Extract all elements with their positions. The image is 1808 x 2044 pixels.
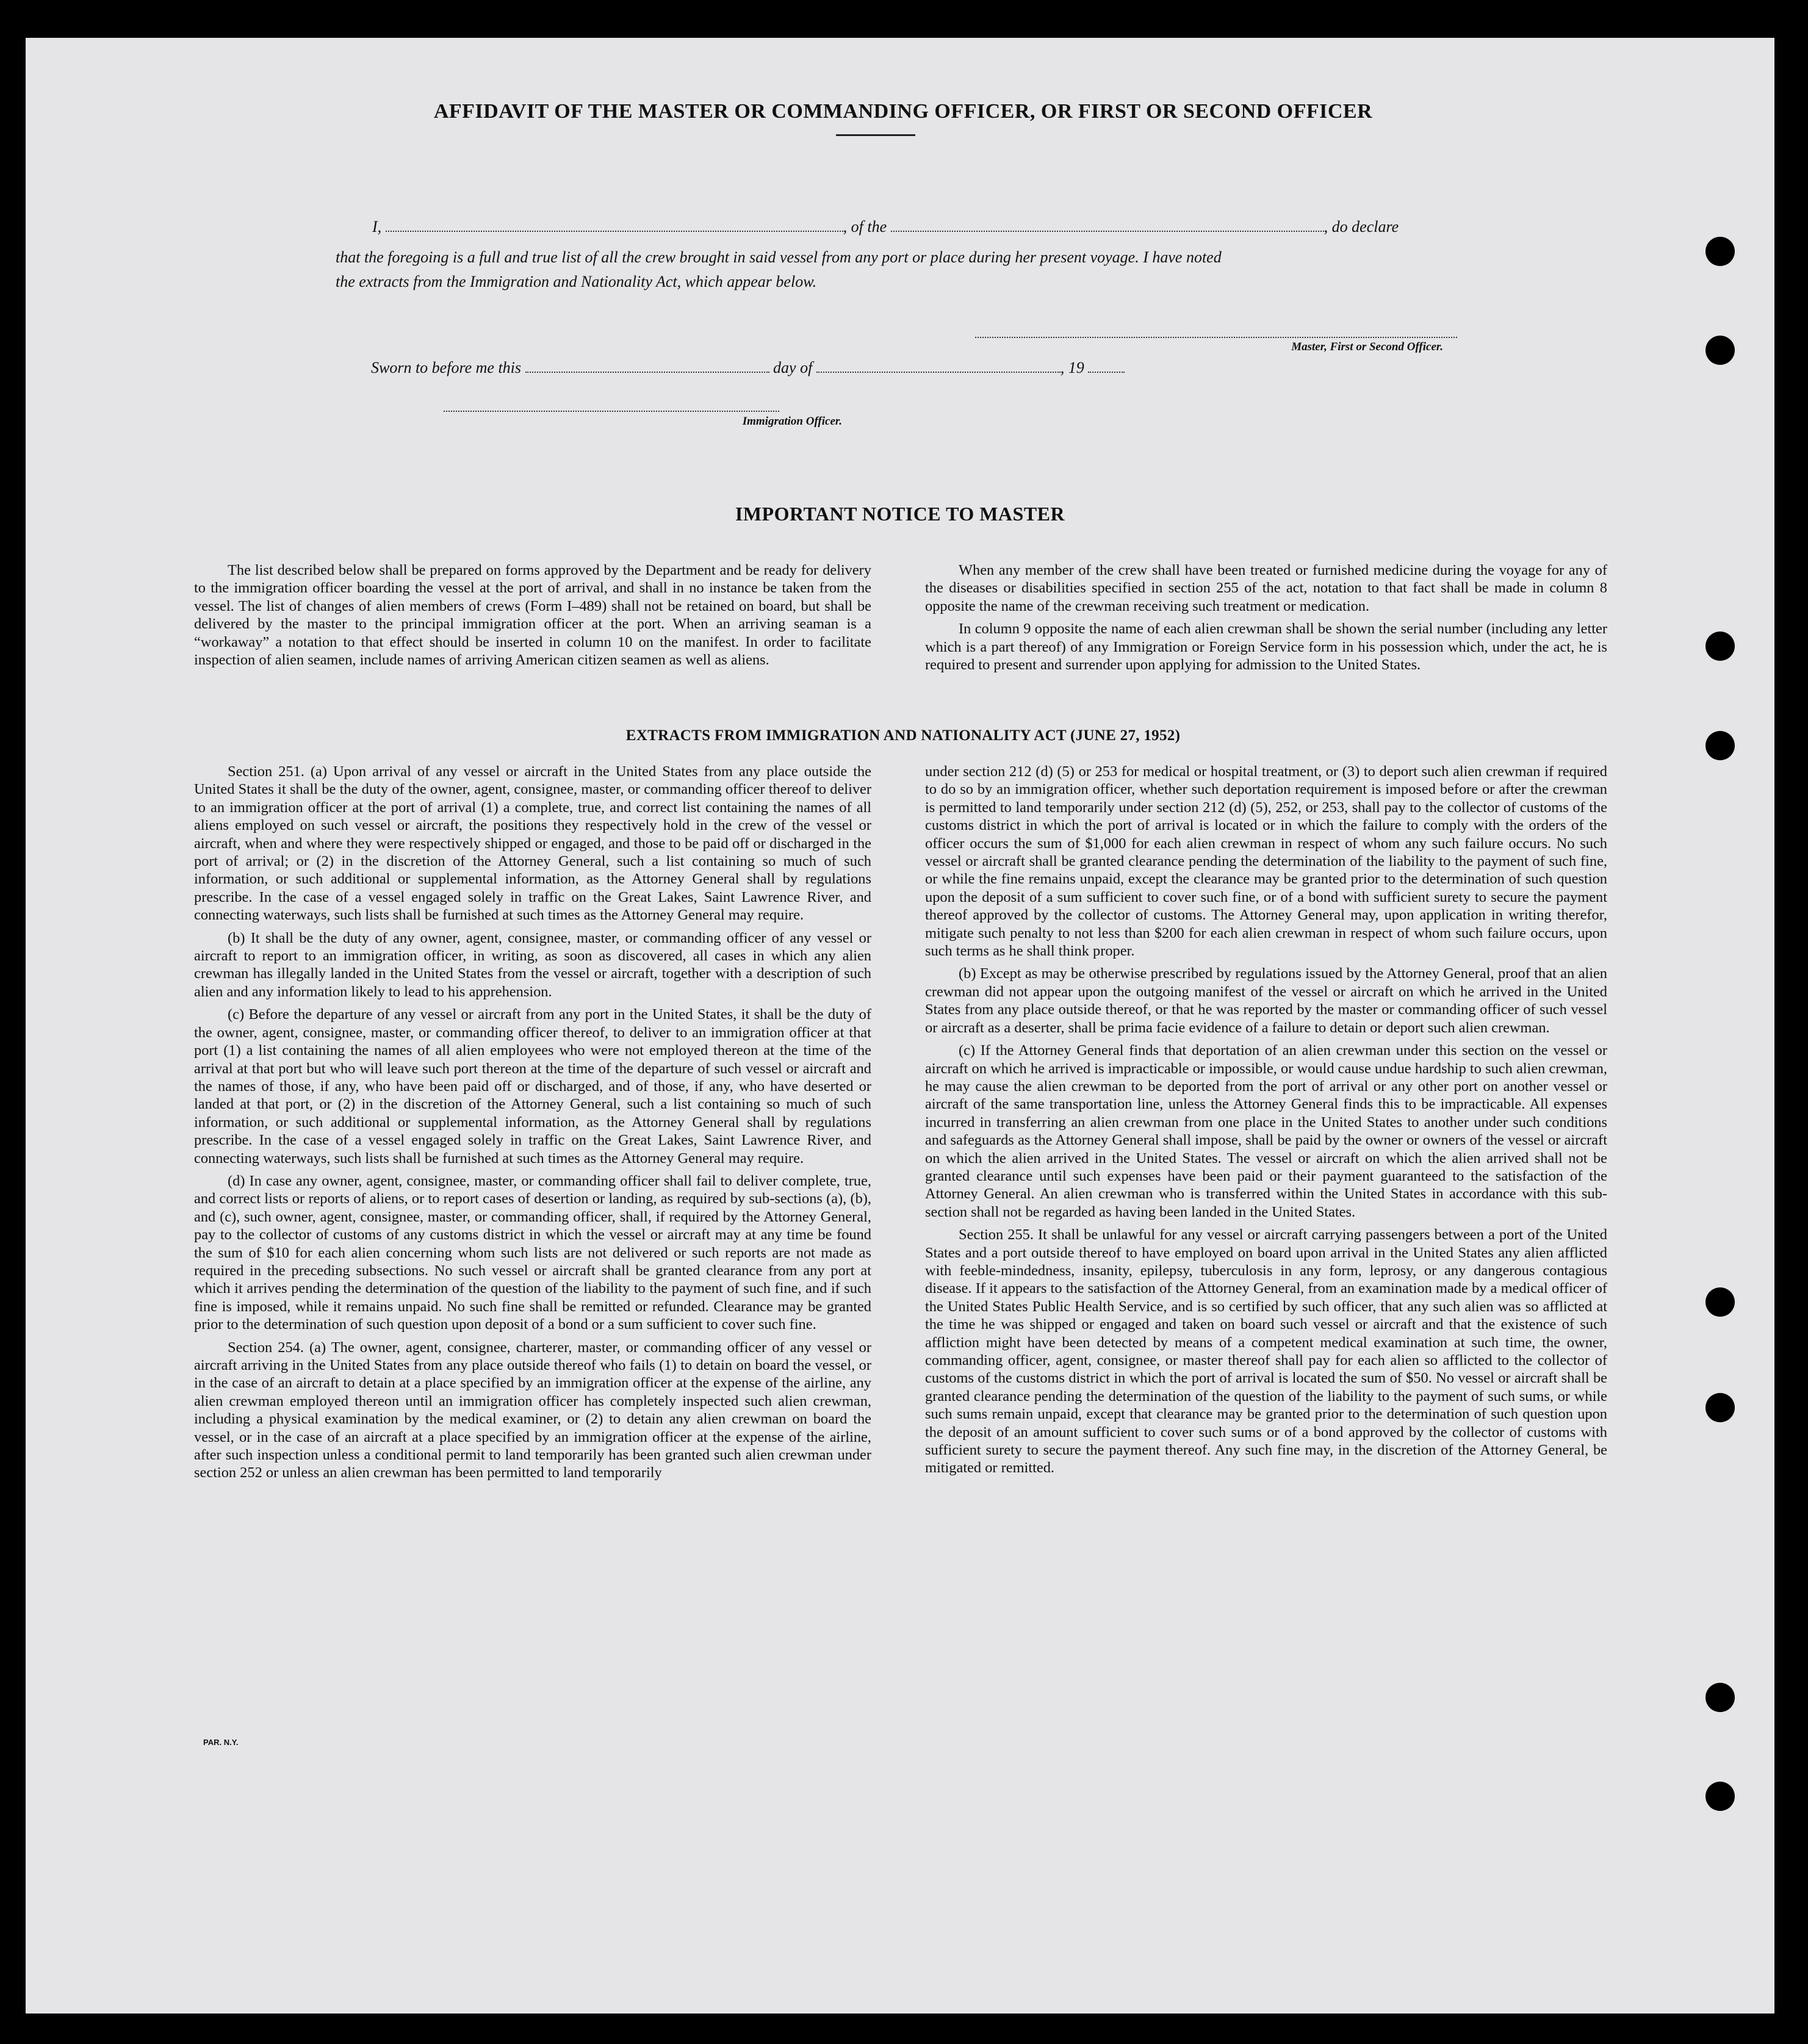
sworn-month-field[interactable] bbox=[816, 359, 1061, 373]
binder-hole bbox=[1705, 1683, 1735, 1712]
extracts-title: EXTRACTS FROM IMMIGRATION AND NATIONALITY ACT (JUNE 27, 1952) bbox=[625, 727, 1181, 744]
binder-hole bbox=[1705, 237, 1735, 266]
act-section-paragraph: under section 212 (d) (5) or 253 for medical or hospital treatment, or (3) to deport such alien crewman if required to do so by an immigration officer, whether such deportation requirement is imposed before or after the crewman is permitted to land temporarily under section 212 (d) (5), 252, or 253, shall pay to the collector of customs of the customs district in which the port of arrival is located or in which the failure to comply with the orders of the officer occurs the sum of $1,000 for each alien crewman in respect of whom any such failure occurs. No such vessel or aircraft shall be granted clearance pending the determination of the liability to the payment of such fine, or while the fine remains unpaid, except the clearance may be granted prior to the determination of such question upon the deposit of a sum sufficient to cover such fine, or of a bond with sufficient surety to secure the payment thereof approved by the collector of customs. The Attorney General may, upon application in writing therefor, mitigate such penalty to not less than $200 for each alien crewman in respect of whom such failure occurs, upon such terms as he shall think proper. bbox=[925, 763, 1607, 960]
immigration-officer-caption: Immigration Officer. bbox=[742, 415, 842, 428]
of-the-label: , of the bbox=[843, 218, 887, 236]
binder-hole bbox=[1705, 336, 1735, 365]
act-section-paragraph: (b) It shall be the duty of any owner, agent, consignee, master, or commanding officer of any vessel or aircraft to report to an immigration officer, in writing, as soon as discovered, all cases in which any alien crewman has illegally landed in the United States from the vessel or aircraft, together with a description of such alien and any information likely to lead to his apprehension. bbox=[194, 929, 871, 1000]
binder-hole bbox=[1705, 632, 1735, 661]
act-section-paragraph: Section 255. It shall be unlawful for any vessel or aircraft carrying passengers between a port of the United States and a port outside thereof to have employed on board upon arrival in the United States any alien afflicted with feeble-mindedness, insanity, epilepsy, tuberculosis in any form, leprosy, or any dangerous contagious disease. If it appears to the satisfaction of the Attorney General, from an examination made by a medical officer of the United States Public Health Service, and is so certified by such officer, that any such alien was so afflicted at the time he was shipped or engaged and taken on board such vessel or aircraft and that the existence of such affliction might have been detected by means of a competent medical examination at such time, the owner, commanding officer, agent, consignee, or master thereof shall pay for each alien so afflicted to the collector of customs of the customs district in which the port of arrival is located the sum of $50. No vessel or aircraft shall be granted clearance pending the determination of the question of the liability to the payment of such sums, or while such sums remain unpaid, except that clearance may be granted prior to the determination of such question upon the deposit of an amount sufficient to cover such sums or of a bond approved by the collector of customs with sufficient surety to secure the payment thereof. Any such fine may, in the discretion of the Attorney General, be mitigated or remitted. bbox=[925, 1226, 1607, 1477]
master-signature-field[interactable] bbox=[975, 337, 1457, 338]
act-section-paragraph: (c) Before the departure of any vessel or aircraft from any port in the United States, it shall be the duty of the owner, agent, consignee, master, or commanding officer thereof, to deliver to an immigration officer at that port (1) a list containing the names of all alien employees who were not employed thereon at the time of the arrival at that port but who will leave such port thereon at the time of the departure of such vessel or aircraft and the names of those, if any, who have been paid off or discharged, and of those, if any, who have deserted or landed at that port, or (2) in the discretion of the Attorney General, such a list containing so much of such information, or such additional or supplemental information, as the Attorney General shall by regulations prescribe. In the case of a vessel engaged solely in traffic on the Great Lakes, Saint Lawrence River, and connecting waterways, such lists shall be furnished at such times as the Attorney General may require. bbox=[194, 1006, 871, 1167]
vessel-field[interactable] bbox=[891, 218, 1324, 232]
extracts-left-column bbox=[194, 763, 871, 1487]
immigration-officer-signature-field[interactable] bbox=[444, 411, 779, 412]
sworn-label: Sworn to before me this bbox=[371, 359, 522, 376]
binder-hole bbox=[1705, 1782, 1735, 1811]
affidavit-statement-line: that the foregoing is a full and true list of all the crew brought in said vessel from any port or place during her present voyage. I have noted bbox=[336, 248, 1222, 266]
affidavit-i-label: I, bbox=[372, 218, 382, 236]
binder-hole bbox=[1705, 1287, 1735, 1317]
year-label: , 19 bbox=[1060, 359, 1084, 376]
master-signature-caption: Master, First or Second Officer. bbox=[1291, 340, 1443, 353]
affidavit-declaration-line bbox=[372, 218, 1399, 236]
notice-paragraph: The list described below shall be prepared on forms approved by the Department and be ready for delivery to the immigration officer boarding the vessel at the port of arrival, and shall in no instance be taken from the vessel. The list of changes of alien members of crews (Form I–489) shall not be retained on board, but shall be delivered by the master to the principal immigration officer at the port. When an arriving seaman is a “workaway” a notation to that effect should be inserted in column 10 on the manifest. In order to facilitate inspection of alien seamen, include names of arriving American citizen seamen as well as aliens. bbox=[194, 562, 871, 669]
affidavit-statement-line: the extracts from the Immigration and Nationality Act, which appear below. bbox=[336, 273, 817, 290]
binder-hole bbox=[1705, 1393, 1735, 1422]
act-section-paragraph: (b) Except as may be otherwise prescribed by regulations issued by the Attorney General, proof that an alien crewman did not appear upon the outgoing manifest of the vessel or aircraft on which he arrived in the United States from any place outside thereof, or that he was reported by the master or commanding officer of such vessel or aircraft as a deserter, shall be prima facie evidence of a failure to detain or deport such alien crewman. bbox=[925, 965, 1607, 1036]
notice-title: IMPORTANT NOTICE TO MASTER bbox=[735, 503, 1065, 525]
extracts-right-column bbox=[925, 763, 1607, 1482]
affidavit-title: AFFIDAVIT OF THE MASTER OR COMMANDING OFFICER, OR FIRST OR SECOND OFFICER bbox=[433, 100, 1373, 123]
sworn-year-field[interactable] bbox=[1088, 359, 1125, 373]
name-field[interactable] bbox=[386, 218, 843, 232]
act-section-paragraph: (d) In case any owner, agent, consignee, master, or commanding officer shall fail to deliver complete, true, and correct lists or reports of aliens, or to report cases of desertion or landing, as required by sub-sections (a), (b), and (c), such owner, agent, consignee, master, or commanding officer, shall, if required by the Attorney General, pay to the collector of customs of any customs district in which the vessel or aircraft may at any time be found the sum of $10 for each alien concerning whom such lists are not delivered or such reports are not made as required in the preceding subsections. No such vessel or aircraft shall be granted clearance from any port at which it arrives pending the determination of the question of the liability to the payment of such fine, and if such fine is imposed, while it remains unpaid. No such fine shall be remitted or refunded. Clearance may be granted prior to the determination of such question upon deposit of a bond or a sum sufficient to cover such fine. bbox=[194, 1172, 871, 1333]
notice-right-column bbox=[925, 561, 1607, 678]
day-of-label: day of bbox=[773, 359, 813, 376]
act-section-paragraph: (c) If the Attorney General finds that deportation of an alien crewman under this section on the vessel or aircraft on which he arrived is impracticable or impossible, or would cause undue hardship to such alien crewman, he may cause the alien crewman to be deported from the port of arrival or any other port on another vessel or aircraft of the same transportation line, unless the Attorney General finds this to be impracticable. All expenses incurred in transferring an alien crewman from one place in the United States to another under such conditions and safeguards as the Attorney General shall impose, shall be paid by the owner or owners of the vessel or aircraft on which the alien arrived in the United States. The vessel or aircraft on which the alien arrived shall not be granted clearance until such expenses have been paid or their payment guaranteed to the satisfaction of the Attorney General. An alien crewman who is transferred within the United States in accordance with this sub-section shall not be regarded as having been landed in the United States. bbox=[925, 1042, 1607, 1220]
act-section-paragraph: Section 251. (a) Upon arrival of any vessel or aircraft in the United States from any place outside the United States it shall be the duty of the owner, agent, consignee, master, or commanding officer thereof to deliver to an immigration officer at the port of arrival (1) a complete, true, and correct list containing the names of all aliens employed on such vessel or aircraft, the positions they respectively hold in the crew of the vessel or aircraft, when and where they were respectively shipped or engaged, and those to be paid off or discharged in the port of arrival; or (2) in the discretion of the Attorney General, such a list containing so much of such information, or such additional or supplemental information, as the Attorney General shall by regulations prescribe. In the case of a vessel engaged solely in traffic on the Great Lakes, Saint Lawrence River, and connecting waterways, such lists shall be furnished at such times as the Attorney General may require. bbox=[194, 763, 871, 924]
act-section-paragraph: Section 254. (a) The owner, agent, consignee, charterer, master, or commanding officer of any vessel or aircraft arriving in the United States from any place outside thereof who fails (1) to detain on board the vessel, or in the case of an aircraft to detain at a place specified by an immigration officer at the expense of the airline, any alien crewman employed thereon until an immigration officer has completely inspected such alien crewman, including a physical examination by the medical examiner, or (2) to detain any alien crewman on board the vessel, or in the case of an aircraft at a place specified by an immigration officer at the expense of the airline, after such inspection unless a conditional permit to land temporarily has been granted such alien crewman under section 252 or unless an alien crewman has been permitted to land temporarily bbox=[194, 1339, 871, 1481]
notice-left-column bbox=[194, 561, 871, 674]
notice-paragraph: When any member of the crew shall have been treated or furnished medicine during the voyage for any of the diseases or disabilities specified in section 255 of the act, notation to that fact shall be made in column 8 opposite the name of the crewman receiving such treatment or medication. bbox=[925, 562, 1607, 614]
sworn-line bbox=[371, 359, 1125, 377]
sworn-day-field[interactable] bbox=[525, 359, 769, 373]
title-divider bbox=[836, 134, 915, 136]
declare-label: , do declare bbox=[1324, 218, 1399, 236]
printer-mark: PAR. N.Y. bbox=[203, 1738, 239, 1747]
binder-hole bbox=[1705, 731, 1735, 760]
notice-paragraph: In column 9 opposite the name of each alien crewman shall be shown the serial number (including any letter which is a part thereof) of any Immigration or Foreign Service form in his possession which, under the act, he is required to present and surrender upon applying for admission to the United States. bbox=[925, 621, 1607, 674]
